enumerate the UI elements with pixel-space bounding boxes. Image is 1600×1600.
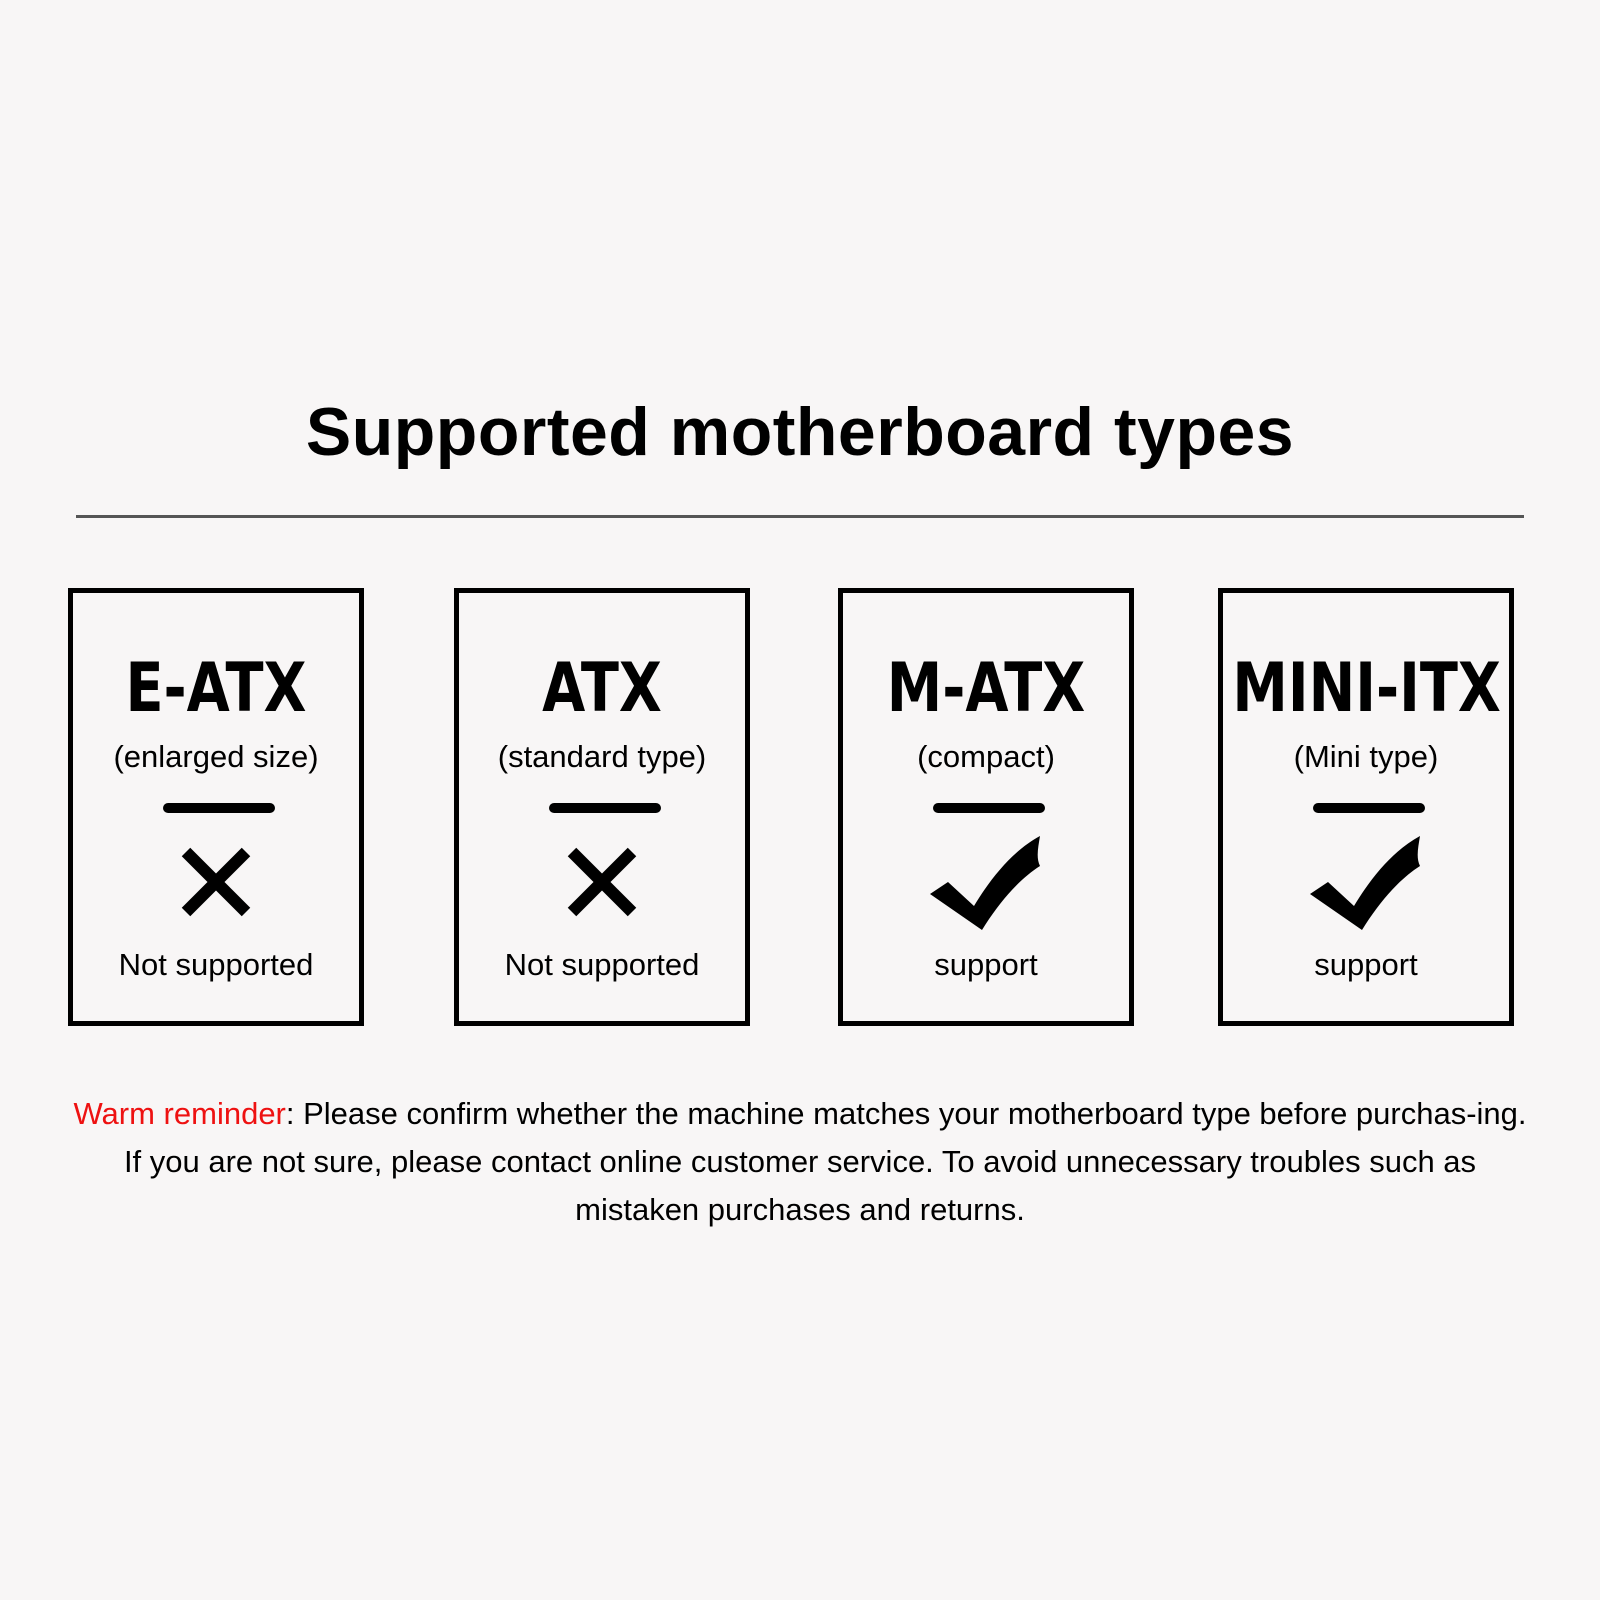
check-icon — [926, 832, 1046, 932]
card-description: (enlarged size) — [113, 739, 319, 774]
card-description: (standard type) — [497, 739, 707, 774]
card-status: support — [1314, 947, 1418, 982]
card-e-atx — [68, 588, 364, 1026]
card-mini-itx — [1218, 588, 1514, 1026]
cross-icon — [562, 842, 642, 922]
card-divider — [1313, 803, 1425, 813]
reminder-label: Warm reminder — [73, 1096, 286, 1131]
card-divider — [163, 803, 275, 813]
card-name: MINI-ITX — [1232, 649, 1501, 728]
card-name: ATX — [542, 649, 662, 728]
warm-reminder — [70, 1090, 1530, 1234]
card-status: Not supported — [504, 947, 700, 982]
card-divider — [933, 803, 1045, 813]
check-icon — [1306, 832, 1426, 932]
cross-icon — [176, 842, 256, 922]
card-atx — [454, 588, 750, 1026]
card-name: E-ATX — [125, 649, 307, 728]
card-status: Not supported — [118, 947, 314, 982]
card-m-atx — [838, 588, 1134, 1026]
page-title: Supported motherboard types — [305, 394, 1295, 470]
title-divider — [76, 515, 1524, 518]
card-description: (Mini type) — [1293, 739, 1439, 774]
card-status: support — [934, 947, 1038, 982]
card-divider — [549, 803, 661, 813]
card-description: (compact) — [917, 739, 1055, 774]
card-name: M-ATX — [886, 649, 1086, 728]
reminder-text: : Please confirm whether the machine matches your motherboard type before purchas-ing. If you are not sure, please contact online customer service. To avoid unnecessary troubles such as mistaken purchases and returns. — [123, 1096, 1527, 1227]
